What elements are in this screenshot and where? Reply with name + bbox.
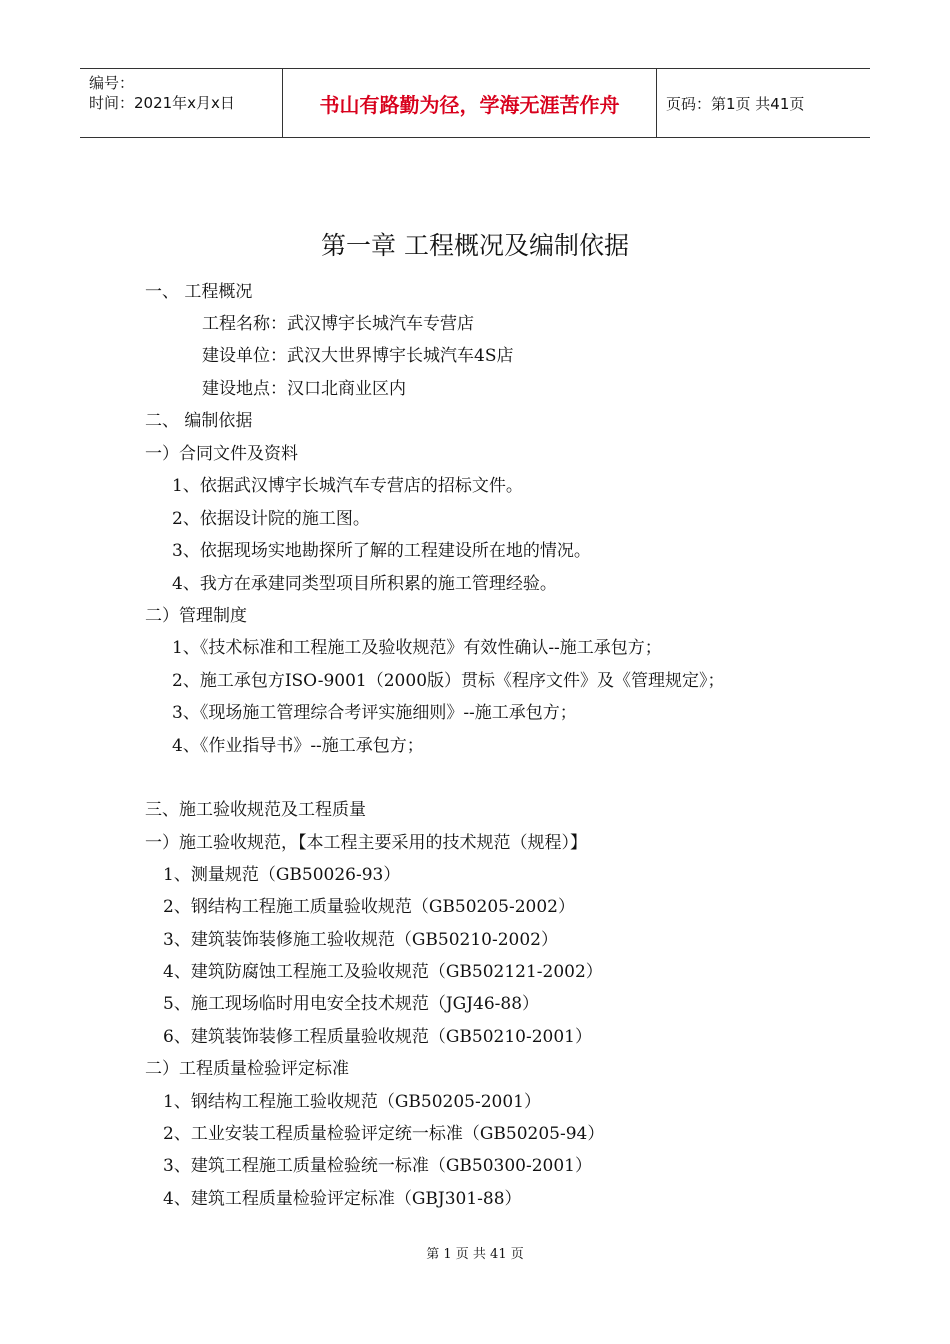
list-item: 2、工业安装工程质量检验评定统一标准（GB50205-94） — [163, 1124, 605, 1144]
header-date: 时间：2021年x月x日 — [89, 94, 235, 112]
list-item: 3、建筑装饰装修施工验收规范（GB50210-2002） — [163, 930, 558, 950]
list-item: 3、《现场施工管理综合考评实施细则》--施工承包方； — [172, 703, 577, 723]
project-location: 建设地点：汉口北商业区内 — [202, 379, 406, 399]
list-item: 4、我方在承建同类型项目所积累的施工管理经验。 — [172, 574, 557, 594]
chapter-title: 第一章 工程概况及编制依据 — [321, 231, 629, 260]
list-item: 4、建筑工程质量检验评定标准（GBJ301-88） — [163, 1189, 522, 1209]
header-slogan: 书山有路勤为径，学海无涯苦作舟 — [282, 69, 657, 137]
project-name: 工程名称：武汉博宇长城汽车专营店 — [202, 314, 474, 334]
list-item: 2、依据设计院的施工图。 — [172, 509, 370, 529]
subsection-heading: 一）合同文件及资料 — [145, 444, 298, 464]
list-item: 1、依据武汉博宇长城汽车专营店的招标文件。 — [172, 476, 523, 496]
list-item: 1、钢结构工程施工验收规范（GB50205-2001） — [163, 1092, 541, 1112]
list-item: 6、建筑装饰装修工程质量验收规范（GB50210-2001） — [163, 1027, 592, 1047]
section-heading: 一、 工程概况 — [145, 282, 253, 302]
section-heading: 三、施工验收规范及工程质量 — [145, 800, 366, 820]
header-number: 编号： — [89, 74, 135, 92]
section-heading: 二、 编制依据 — [145, 411, 253, 431]
header-page-number: 页码：第1页 共41页 — [666, 94, 805, 113]
list-item: 3、依据现场实地勘探所了解的工程建设所在地的情况。 — [172, 541, 591, 561]
list-item: 3、建筑工程施工质量检验统一标准（GB50300-2001） — [163, 1156, 592, 1176]
subsection-heading: 二）管理制度 — [145, 606, 247, 626]
list-item: 1、测量规范（GB50026-93） — [163, 865, 401, 885]
subsection-heading: 一）施工验收规范，【本工程主要采用的技术规范（规程）】 — [145, 833, 587, 853]
header-meta — [80, 69, 282, 137]
list-item: 2、施工承包方ISO-9001（2000版）贯标《程序文件》及《管理规定》； — [172, 671, 725, 691]
list-item: 5、施工现场临时用电安全技术规范（JGJ46-88） — [163, 994, 540, 1014]
page-header — [80, 68, 870, 138]
list-item: 4、《作业指导书》--施工承包方； — [172, 736, 424, 756]
list-item: 4、建筑防腐蚀工程施工及验收规范（GB502121-2002） — [163, 962, 603, 982]
list-item: 1、《技术标准和工程施工及验收规范》有效性确认--施工承包方； — [172, 638, 662, 658]
subsection-heading: 二）工程质量检验评定标准 — [145, 1059, 349, 1079]
page-footer: 第 1 页 共 41 页 — [426, 1247, 524, 1262]
list-item: 2、钢结构工程施工质量验收规范（GB50205-2002） — [163, 897, 575, 917]
project-owner: 建设单位：武汉大世界博宇长城汽车4S店 — [202, 346, 514, 366]
